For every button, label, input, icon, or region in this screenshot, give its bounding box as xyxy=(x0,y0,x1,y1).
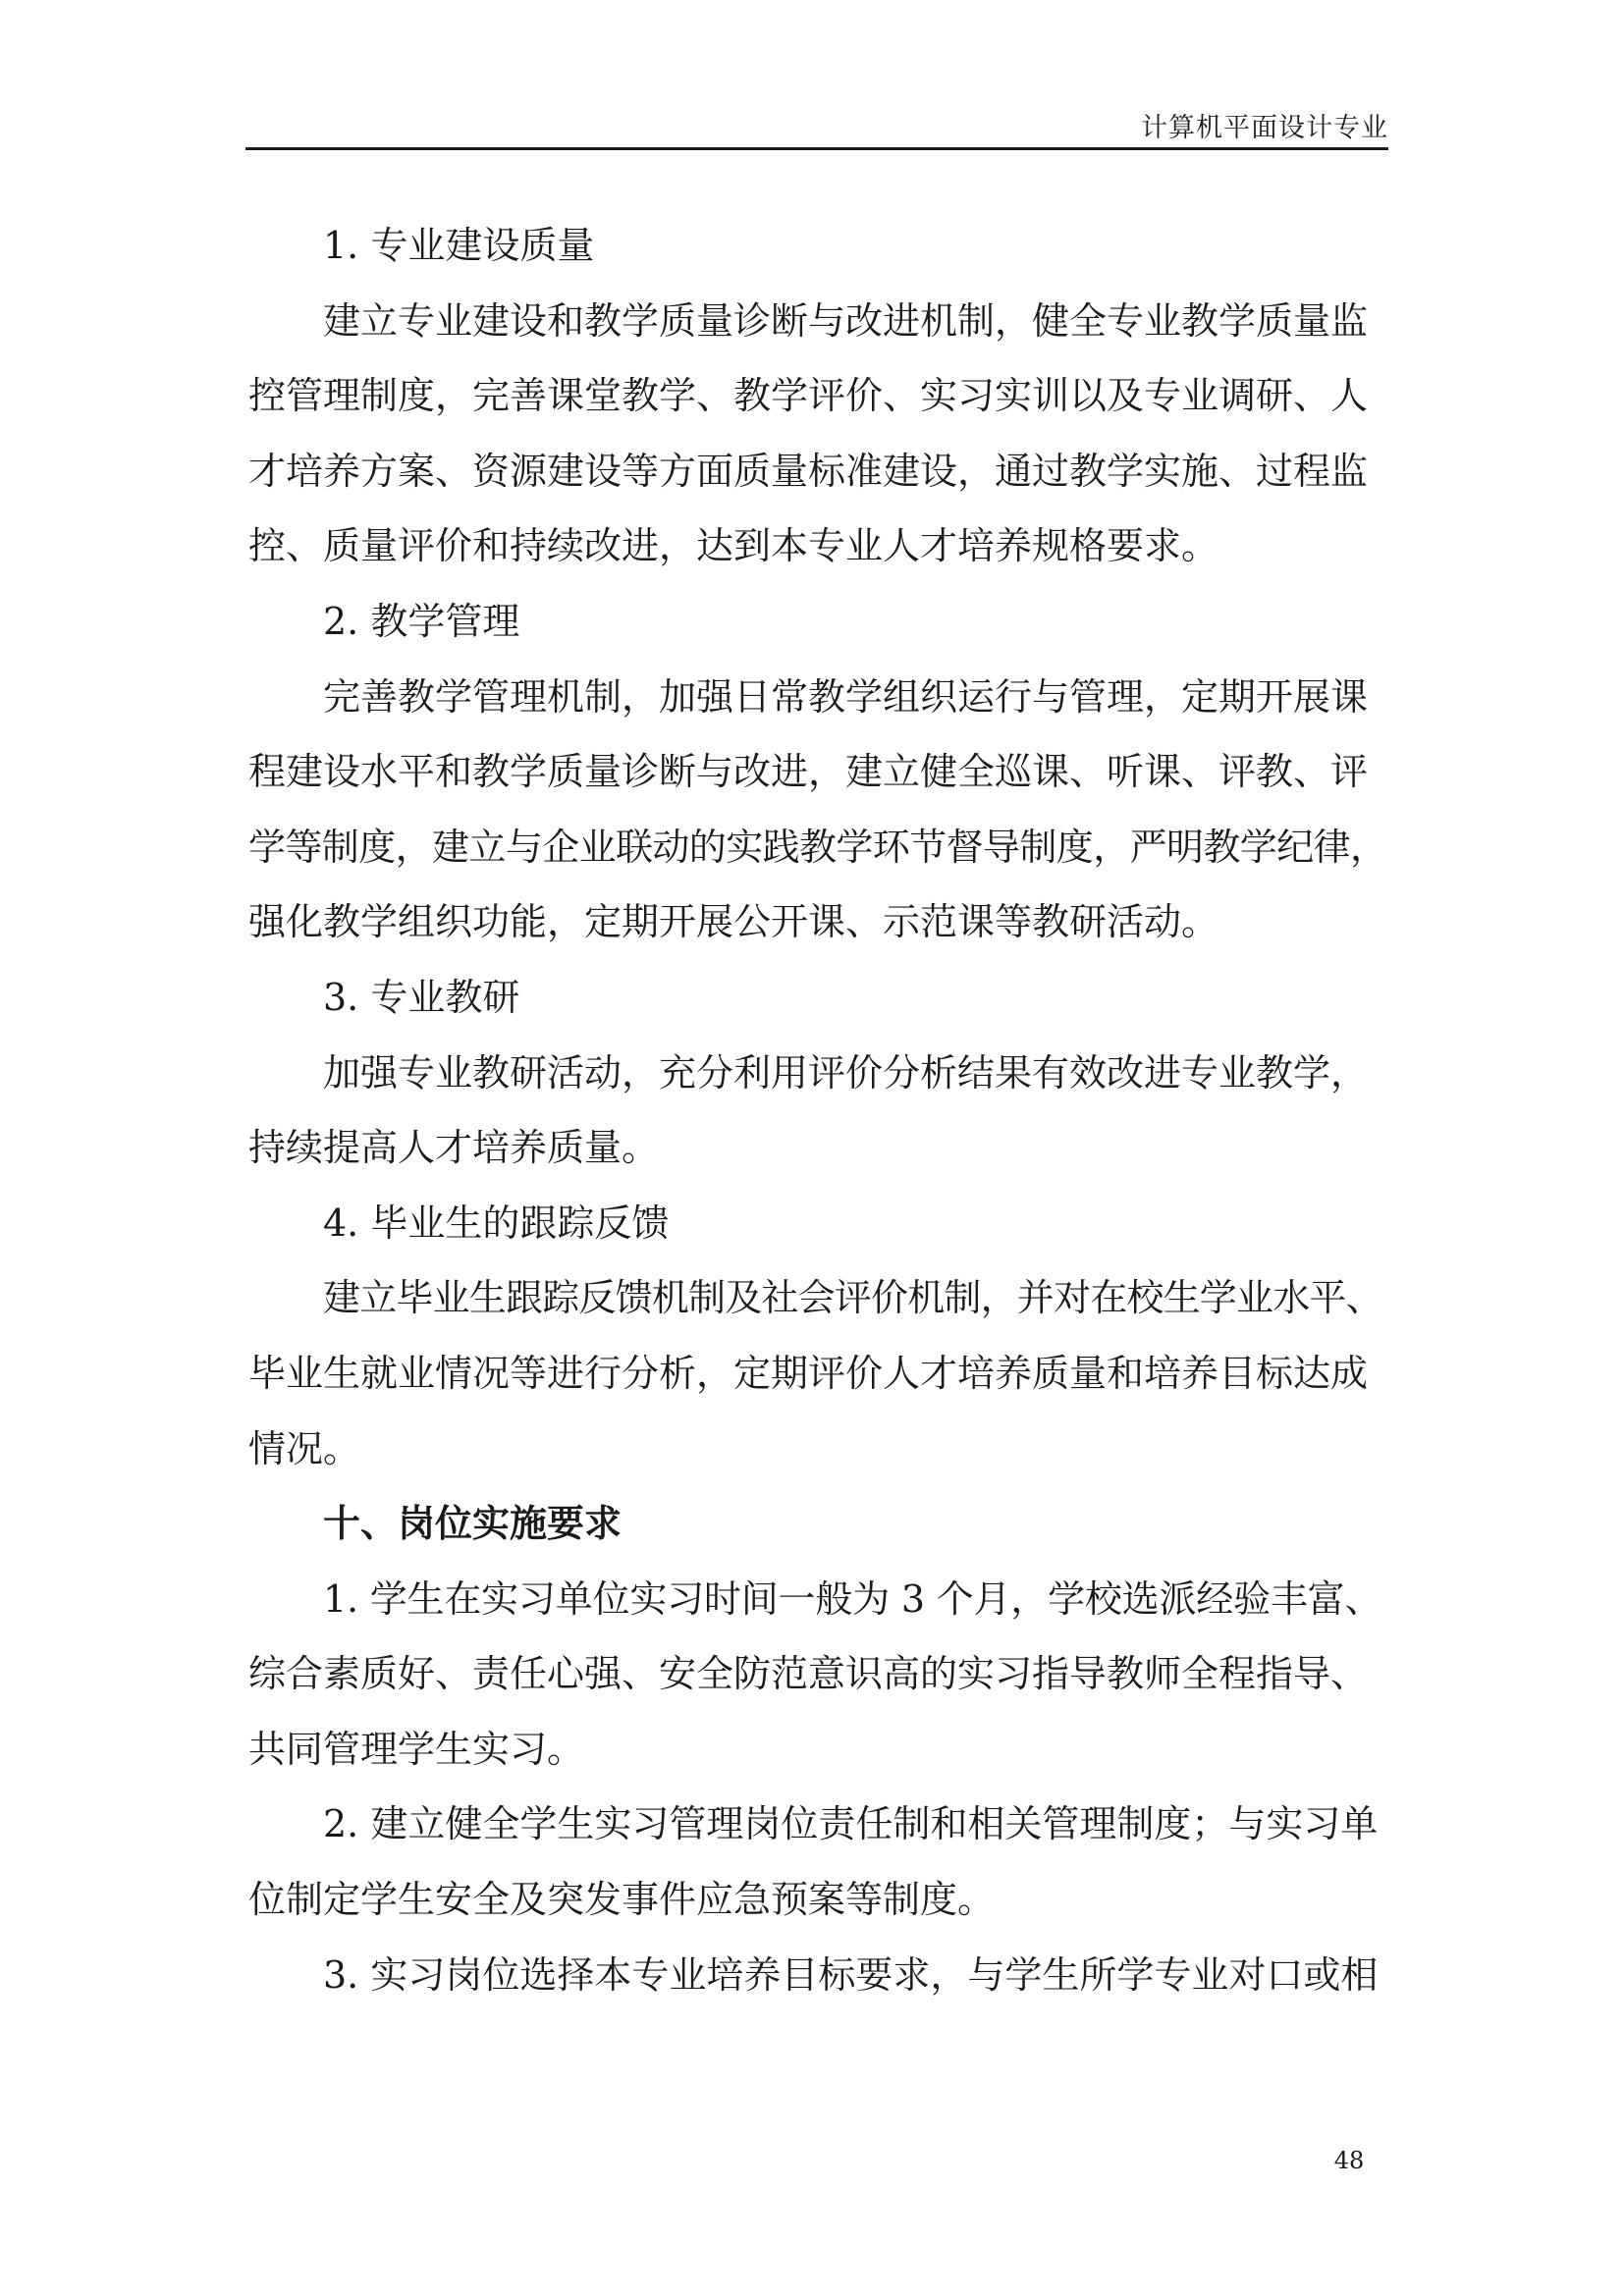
text-line: 1. 专业建设质量 xyxy=(323,224,595,267)
text-line: 综合素质好、责任心强、安全防范意识高的实习指导教师全程指导、 xyxy=(248,1652,1369,1696)
text-line: 强化教学组织功能，定期开展公开课、示范课等教研活动。 xyxy=(248,900,1219,944)
text-line: 1. 学生在实习单位实习时间一般为 3 个月，学校选派经验丰富、 xyxy=(323,1576,1382,1621)
text-line: 3. 专业教研 xyxy=(323,975,520,1019)
text-line: 控、质量评价和持续改进，达到本专业人才培养规格要求。 xyxy=(248,524,1219,568)
text-line: 学等制度，建立与企业联动的实践教学环节督导制度，严明教学纪律， xyxy=(248,825,1387,869)
text-line: 控管理制度，完善课堂教学、教学评价、实习实训以及专业调研、人 xyxy=(248,374,1369,418)
text-line: 2. 建立健全学生实习管理岗位责任制和相关管理制度；与实习单 xyxy=(323,1802,1379,1846)
text-line: 加强专业教研活动，充分利用评价分析结果有效改进专业教学， xyxy=(323,1050,1369,1095)
text-line: 情况。 xyxy=(248,1426,361,1470)
section-heading: 十、岗位实施要求 xyxy=(323,1501,623,1546)
text-line: 建立毕业生跟踪反馈机制及社会评价机制，并对在校生学业水平、 xyxy=(323,1276,1382,1320)
text-line: 位制定学生安全及突发事件应急预案等制度。 xyxy=(248,1878,996,1922)
text-line: 3. 实习岗位选择本专业培养目标要求，与学生所学专业对口或相 xyxy=(323,1952,1379,1997)
text-line: 程建设水平和教学质量诊断与改进，建立健全巡课、听课、评教、评 xyxy=(248,750,1369,794)
text-line: 4. 毕业生的跟踪反馈 xyxy=(323,1201,670,1245)
header-divider xyxy=(245,147,1388,150)
document-body xyxy=(248,216,1387,2020)
text-line: 持续提高人才培养质量。 xyxy=(248,1126,660,1170)
text-line: 建立专业建设和教学质量诊断与改进机制，健全专业教学质量监 xyxy=(323,298,1369,343)
text-line: 完善教学管理机制，加强日常教学组织运行与管理，定期开展课 xyxy=(323,674,1369,719)
text-line: 2. 教学管理 xyxy=(323,599,520,643)
text-line: 毕业生就业情况等进行分析，定期评价人才培养质量和培养目标达成 xyxy=(248,1351,1369,1395)
page-number: 48 xyxy=(1333,2147,1365,2174)
running-header: 计算机平面设计专业 xyxy=(1141,113,1388,143)
text-line: 共同管理学生实习。 xyxy=(248,1727,585,1771)
text-line: 才培养方案、资源建设等方面质量标准建设，通过教学实施、过程监 xyxy=(248,449,1369,493)
